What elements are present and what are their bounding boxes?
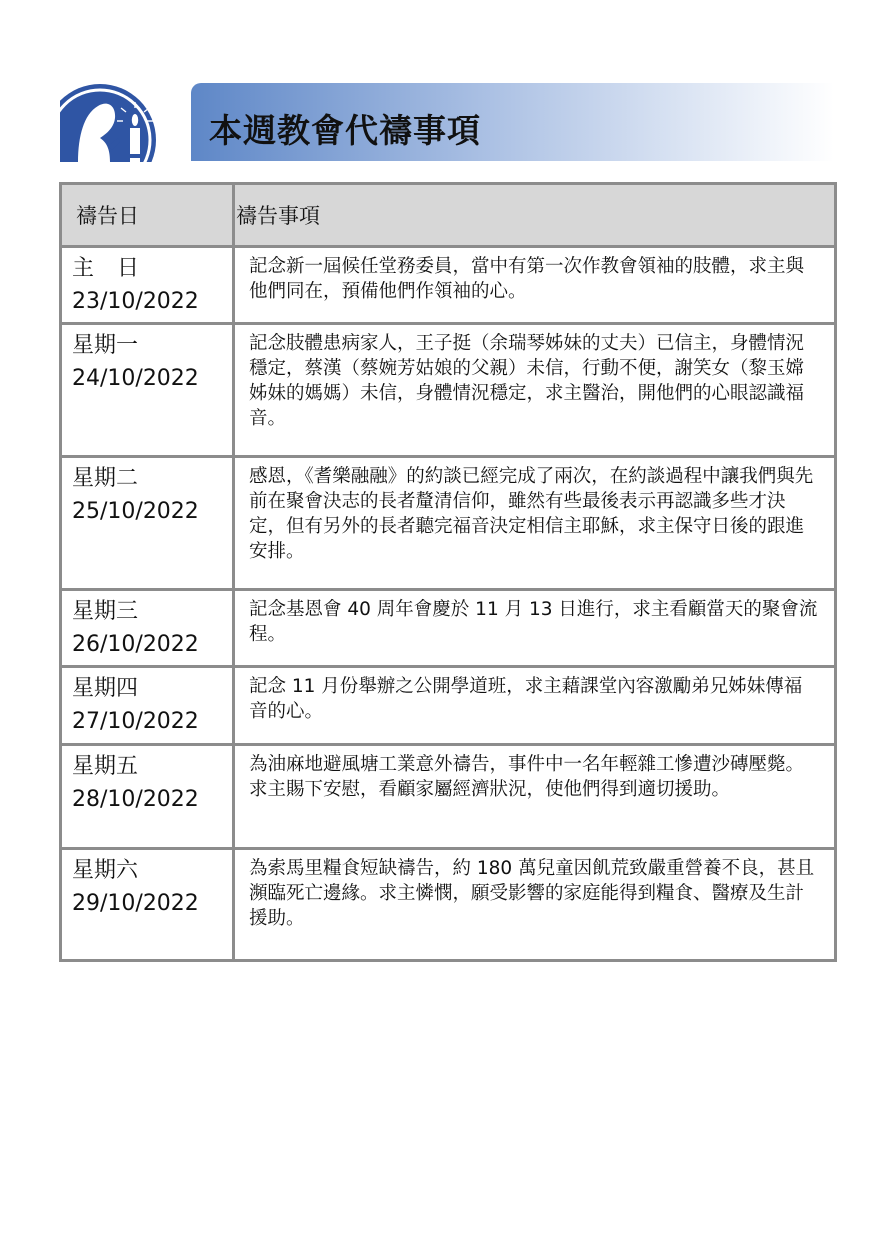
- title-banner: [191, 83, 834, 161]
- day-date: 25/10/2022: [72, 499, 199, 524]
- day-cell: [61, 247, 234, 324]
- prayer-table: [59, 182, 837, 962]
- prayer-item-text: 記念新一屆候任堂務委員，當中有第一次作教會領袖的肢體，求主與他們同在，預備他們作領袖的心。: [234, 247, 836, 324]
- day-date: 28/10/2022: [72, 787, 199, 812]
- day-label: 星期五: [72, 754, 139, 779]
- day-date: 23/10/2022: [72, 289, 199, 314]
- church-logo: [60, 84, 176, 162]
- prayer-item-text: 記念肢體患病家人，王子挺（余瑞琴姊妹的丈夫）已信主，身體情況穩定，蔡漢（蔡婉芳姑娘的父親）未信，行動不便，謝笑女（黎玉嫦姊妹的媽媽）未信，身體情況穩定，求主醫治，開他們的心眼認識福音。: [234, 324, 836, 457]
- day-date: 27/10/2022: [72, 709, 199, 734]
- day-cell: [61, 590, 234, 667]
- page-title: 本週教會代禱事項: [209, 111, 481, 150]
- header-item: 禱告事項: [234, 184, 836, 247]
- table-row: [61, 457, 836, 590]
- prayer-item-text: 記念 11 月份舉辦之公開學道班，求主藉課堂內容激勵弟兄姊妹傳福音的心。: [234, 667, 836, 745]
- day-label: 星期三: [72, 599, 139, 624]
- table-row: [61, 590, 836, 667]
- day-date: 26/10/2022: [72, 632, 199, 657]
- day-label: 主日: [72, 256, 163, 281]
- prayer-item-text: 感恩，《耆樂融融》的約談已經完成了兩次，在約談過程中讓我們與先前在聚會決志的長者釐清信仰，雖然有些最後表示再認識多些才決定，但有另外的長者聽完福音決定相信主耶穌，求主保守日後的跟進安排。: [234, 457, 836, 590]
- table-row: [61, 247, 836, 324]
- table-row: [61, 667, 836, 745]
- prayer-item-text: 為索馬里糧食短缺禱告，約 180 萬兒童因飢荒致嚴重營養不良，甚且瀕臨死亡邊緣。求主憐憫，願受影響的家庭能得到糧食、醫療及生計援助。: [234, 849, 836, 961]
- day-date: 29/10/2022: [72, 891, 199, 916]
- day-label: 星期六: [72, 858, 139, 883]
- praying-figure-candle-icon: [60, 84, 176, 162]
- day-date: 24/10/2022: [72, 366, 199, 391]
- prayer-item-text: 為油麻地避風塘工業意外禱告，事件中一名年輕雜工慘遭沙磚壓斃。求主賜下安慰，看顧家屬經濟狀況，使他們得到適切援助。: [234, 745, 836, 849]
- day-cell: [61, 324, 234, 457]
- table-row: [61, 324, 836, 457]
- table-row: [61, 849, 836, 961]
- header-day: 禱告日: [61, 184, 234, 247]
- day-cell: [61, 457, 234, 590]
- day-label: 星期四: [72, 676, 139, 701]
- prayer-item-text: 記念基恩會 40 周年會慶於 11 月 13 日進行，求主看顧當天的聚會流程。: [234, 590, 836, 667]
- day-cell: [61, 849, 234, 961]
- day-label: 星期二: [72, 466, 139, 491]
- table-row: [61, 745, 836, 849]
- table-header-row: [61, 184, 836, 247]
- day-label: 星期一: [72, 333, 139, 358]
- day-cell: [61, 667, 234, 745]
- day-cell: [61, 745, 234, 849]
